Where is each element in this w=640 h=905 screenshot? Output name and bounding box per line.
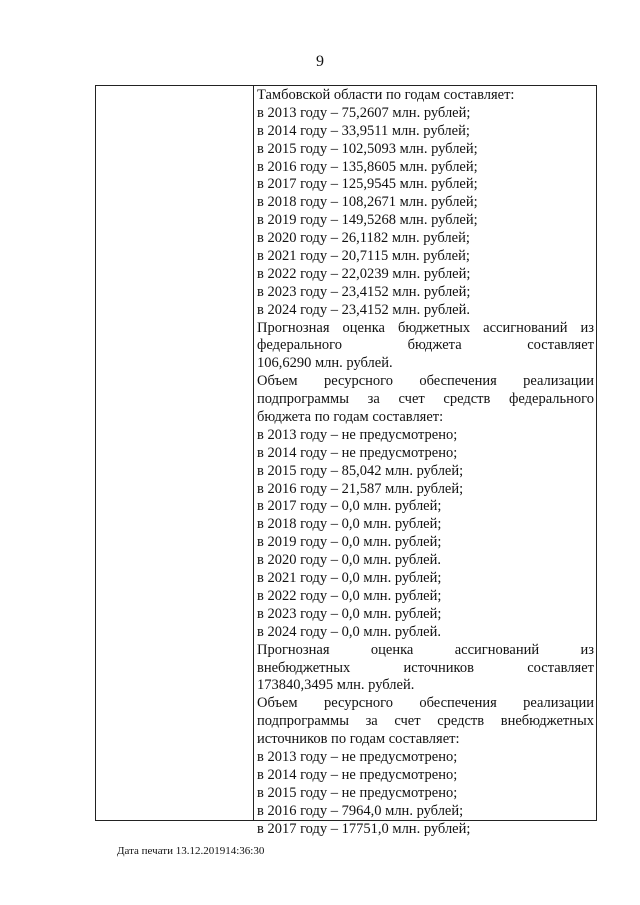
text-line: в 2024 году – 23,4152 млн. рублей. <box>257 301 471 318</box>
text-line: в 2015 году – 102,5093 млн. рублей; <box>257 140 478 157</box>
text-line: в 2020 году – 26,1182 млн. рублей; <box>257 230 470 247</box>
text-line: в 2023 году – 0,0 млн. рублей; <box>257 605 442 622</box>
text-line: в 2016 году – 21,587 млн. рублей; <box>257 480 464 497</box>
text-line: федерального бюджета составляет <box>257 337 594 354</box>
text-line: в 2019 году – 0,0 млн. рублей; <box>257 534 442 551</box>
text-line: в 2016 году – 135,8605 млн. рублей; <box>257 158 478 175</box>
text-line: в 2016 году – 7964,0 млн. рублей; <box>257 802 464 819</box>
text-line: подпрограммы за счет средств федерального <box>257 391 594 408</box>
text-line: в 2013 году – 75,2607 млн. рублей; <box>257 104 471 121</box>
page-number: 9 <box>316 53 324 70</box>
table-right-cell <box>257 87 594 838</box>
text-line: в 2014 году – 33,9511 млн. рублей; <box>257 122 470 139</box>
text-line: в 2015 году – не предусмотрено; <box>257 784 458 801</box>
text-line: Объем ресурсного обеспечения реализации <box>257 695 594 712</box>
text-line: Тамбовской области по годам составляет: <box>257 87 515 103</box>
text-line: в 2021 году – 0,0 млн. рублей; <box>257 570 442 587</box>
print-date-footer: Дата печати 13.12.201914:36:30 <box>117 845 265 857</box>
text-line: в 2017 году – 0,0 млн. рублей; <box>257 498 442 515</box>
text-line: в 2019 году – 149,5268 млн. рублей; <box>257 212 478 229</box>
text-line: в 2021 году – 20,7115 млн. рублей; <box>257 248 470 265</box>
text-line: в 2017 году – 17751,0 млн. рублей; <box>257 820 471 837</box>
text-line: 106,6290 млн. рублей. <box>257 355 393 372</box>
text-line: в 2017 году – 125,9545 млн. рублей; <box>257 176 478 193</box>
text-line: бюджета по годам составляет: <box>257 409 444 426</box>
text-line: в 2024 году – 0,0 млн. рублей. <box>257 623 442 640</box>
text-line: в 2022 году – 22,0239 млн. рублей; <box>257 265 471 282</box>
text-line: в 2018 году – 108,2671 млн. рублей; <box>257 194 478 211</box>
document-table <box>95 85 597 837</box>
text-line: в 2014 году – не предусмотрено; <box>257 444 458 461</box>
text-line: Прогнозная оценка бюджетных ассигнований из <box>257 319 594 336</box>
text-line: подпрограммы за счет средств внебюджетных <box>257 713 594 730</box>
column-divider <box>253 86 254 820</box>
text-line: внебюджетных источников составляет <box>257 659 594 676</box>
text-line: в 2022 году – 0,0 млн. рублей; <box>257 587 442 604</box>
text-line: в 2020 году – 0,0 млн. рублей. <box>257 552 442 569</box>
text-line: в 2015 году – 85,042 млн. рублей; <box>257 462 464 479</box>
text-line: в 2013 году – не предусмотрено; <box>257 748 458 765</box>
text-line: в 2014 году – не предусмотрено; <box>257 766 458 783</box>
text-line: в 2023 году – 23,4152 млн. рублей; <box>257 283 471 300</box>
text-line: Прогнозная оценка ассигнований из <box>257 641 594 658</box>
text-line: в 2018 году – 0,0 млн. рублей; <box>257 516 442 533</box>
text-line: в 2013 году – не предусмотрено; <box>257 426 458 443</box>
text-line: Объем ресурсного обеспечения реализации <box>257 373 594 390</box>
text-line: источников по годам составляет: <box>257 731 460 748</box>
text-line: 173840,3495 млн. рублей. <box>257 677 415 694</box>
